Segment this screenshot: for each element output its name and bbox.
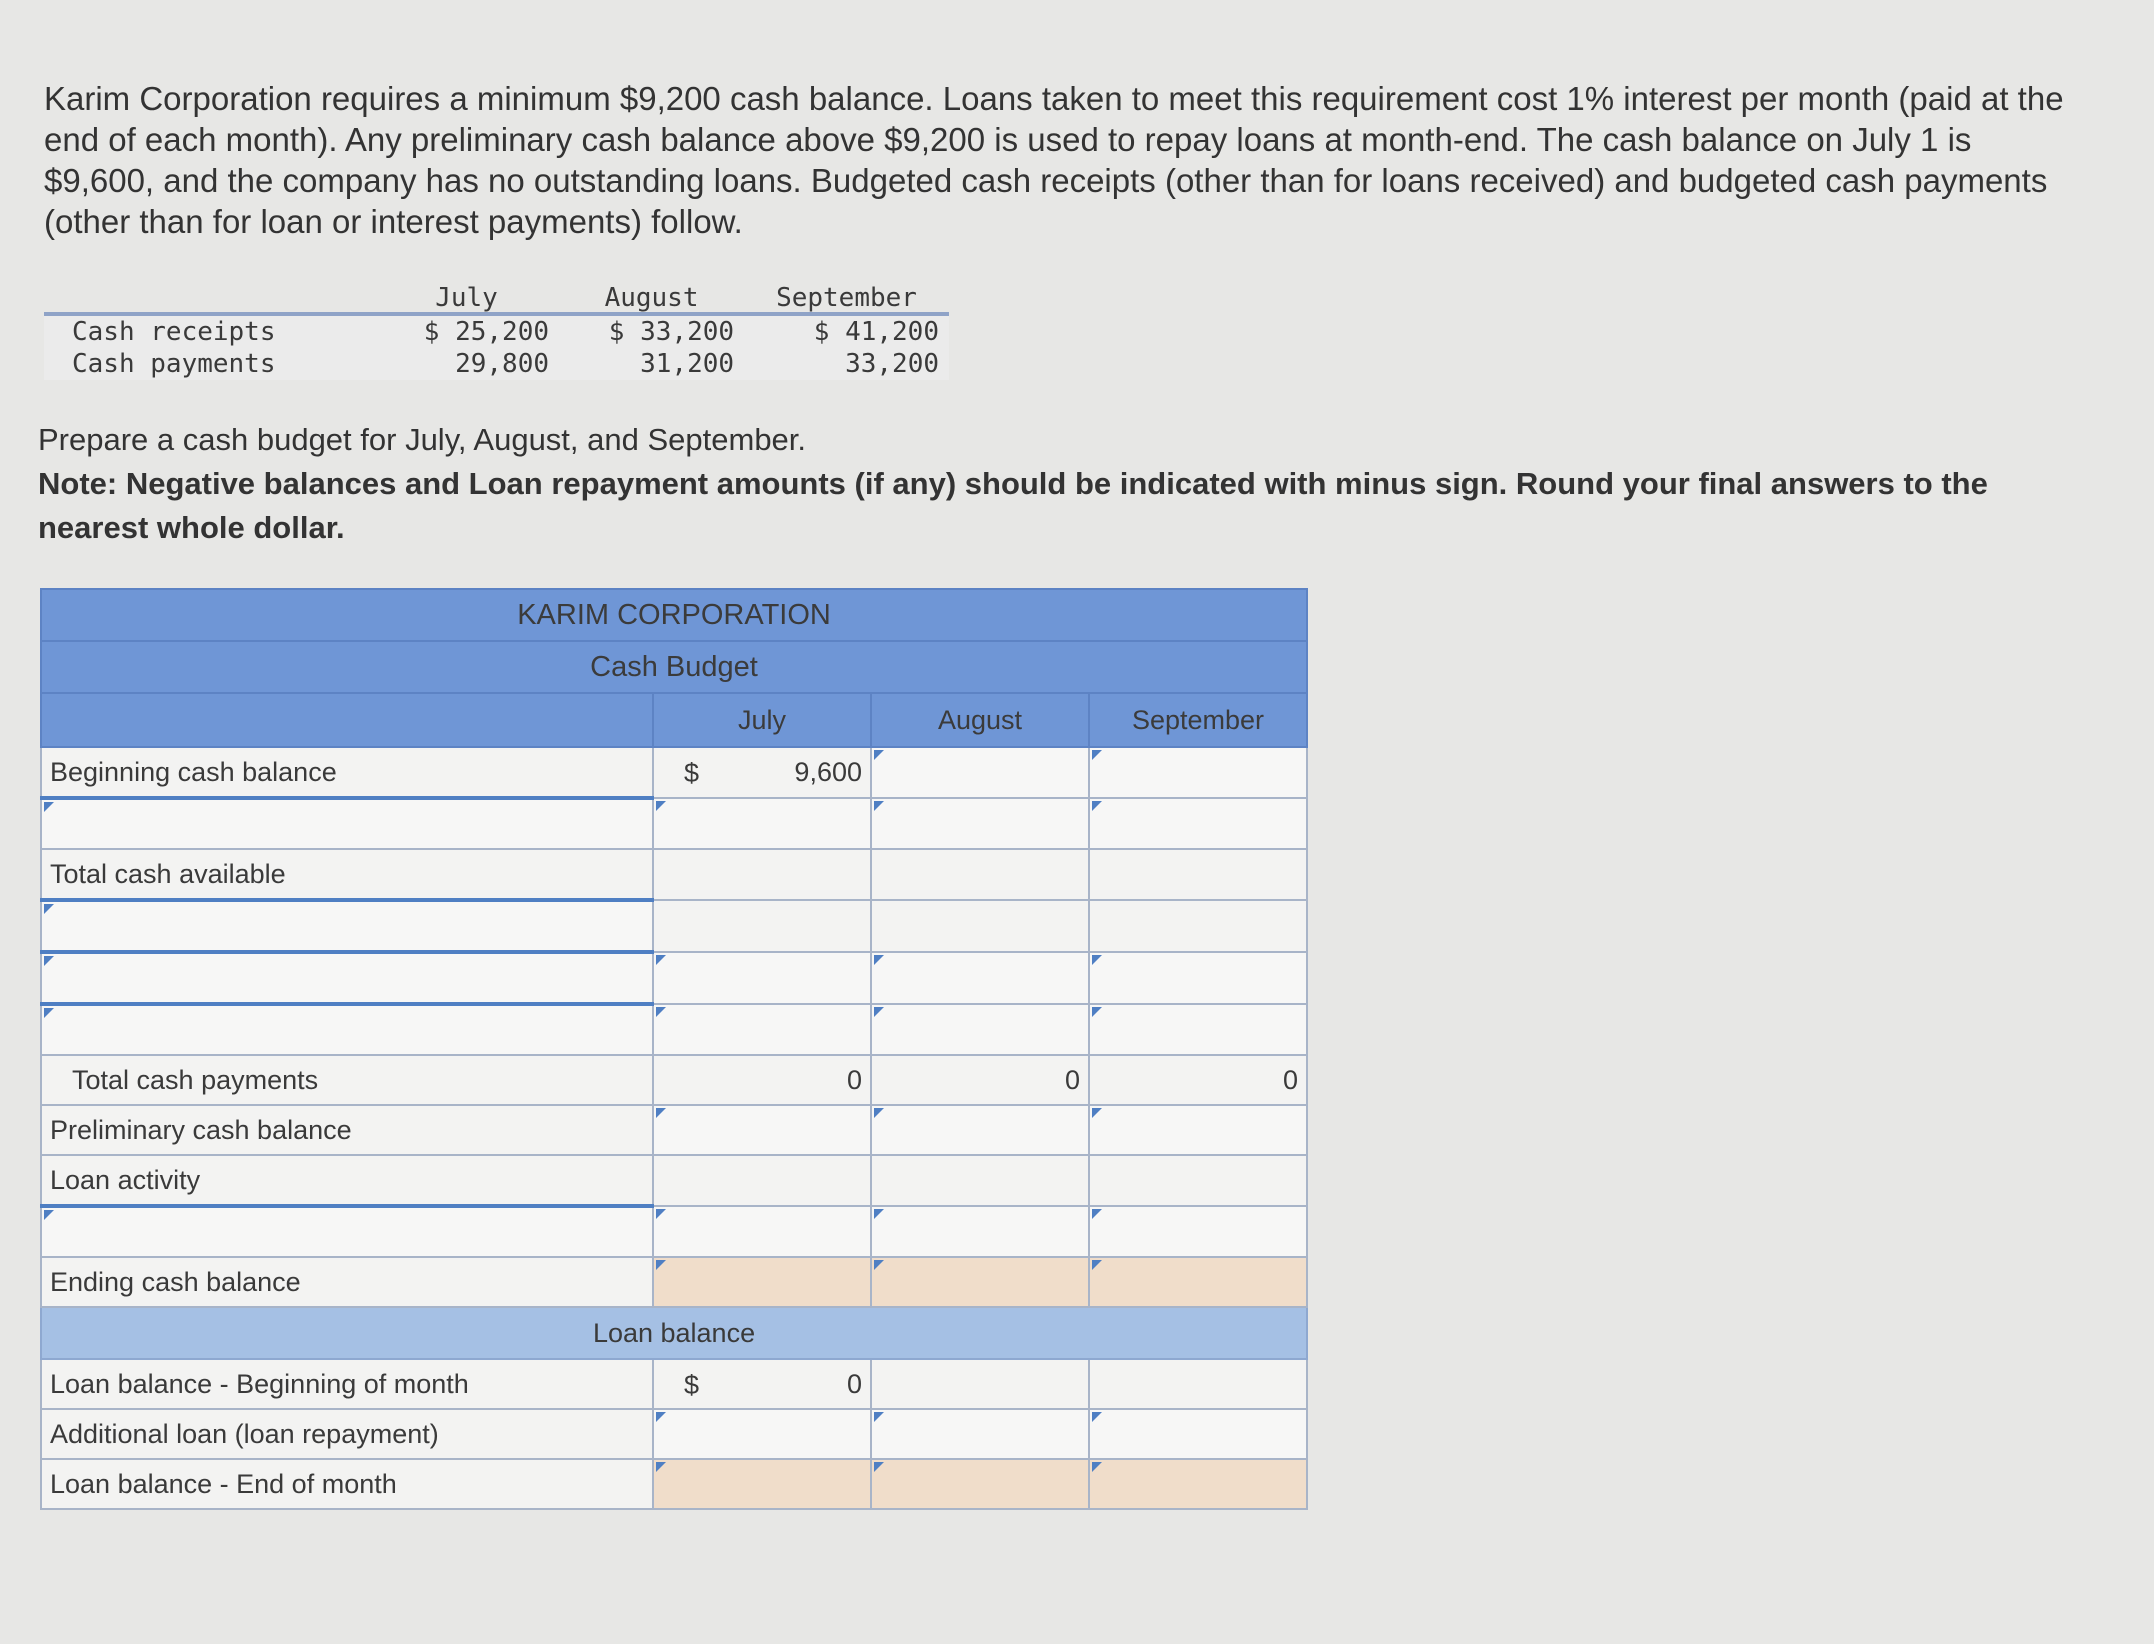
payment-2-august-input[interactable] — [871, 952, 1089, 1004]
month-july: July — [653, 693, 871, 747]
row-label: Preliminary cash balance — [41, 1105, 653, 1155]
instructions-note: Note: Negative balances and Loan repayment amounts (if any) should be indicated with minus sign. Round your final answers to the nearest whole dollar. — [38, 466, 1988, 545]
total-available-august — [871, 849, 1089, 900]
row-label: Additional loan (loan repayment) — [41, 1409, 653, 1459]
row-label: Loan balance - End of month — [41, 1459, 653, 1509]
given-corner — [44, 280, 374, 316]
row-label: Loan activity — [41, 1155, 653, 1206]
beginning-cash-july — [653, 747, 871, 798]
row-label: Total cash available — [41, 849, 653, 900]
given-col-july: July — [374, 280, 559, 316]
given-row-label: Cash receipts — [44, 316, 374, 348]
row-loan-activity — [41, 1155, 1307, 1206]
row-payment-entry-3 — [41, 1004, 1307, 1055]
given-cell: 29,800 — [374, 348, 559, 380]
row-loan-beginning — [41, 1359, 1307, 1409]
row-label: Beginning cash balance — [41, 747, 653, 798]
loan-ending-july[interactable] — [653, 1459, 871, 1509]
total-payments-august: 0 — [871, 1055, 1089, 1105]
loan-activity-september — [1089, 1155, 1307, 1206]
loan-activity-august — [871, 1155, 1089, 1206]
payment-3-july-input[interactable] — [653, 1004, 871, 1055]
loan-balance-title: Loan balance — [41, 1307, 1307, 1359]
row-label: Loan balance - Beginning of month — [41, 1359, 653, 1409]
loan-label-dropdown[interactable] — [41, 1206, 653, 1257]
budget-title: Cash Budget — [41, 641, 1307, 693]
dollar-sign: $ — [684, 758, 700, 788]
row-total-cash-available — [41, 849, 1307, 900]
row-payment-entry-1 — [41, 900, 1307, 952]
loan-beginning-august — [871, 1359, 1089, 1409]
row-receipts-entry — [41, 798, 1307, 849]
given-col-september: September — [744, 280, 949, 316]
given-cell: 31,200 — [559, 348, 744, 380]
dollar-sign: $ — [684, 1370, 700, 1400]
row-loan-additional — [41, 1409, 1307, 1459]
loan-entry-september-input[interactable] — [1089, 1206, 1307, 1257]
row-preliminary-cash — [41, 1105, 1307, 1155]
receipts-august-input[interactable] — [871, 798, 1089, 849]
row-beginning-cash — [41, 747, 1307, 798]
total-payments-september: 0 — [1089, 1055, 1307, 1105]
given-cell: 33,200 — [744, 348, 949, 380]
loan-beginning-july — [653, 1359, 871, 1409]
instructions-prompt: Prepare a cash budget for July, August, and September. — [38, 422, 807, 457]
row-loan-ending — [41, 1459, 1307, 1509]
payment-3-september-input[interactable] — [1089, 1004, 1307, 1055]
row-payment-entry-2 — [41, 952, 1307, 1004]
instructions — [38, 418, 2078, 550]
loan-activity-july — [653, 1155, 871, 1206]
loan-ending-september[interactable] — [1089, 1459, 1307, 1509]
loan-ending-august[interactable] — [871, 1459, 1089, 1509]
given-cell: $ 33,200 — [559, 316, 744, 348]
row-ending-cash — [41, 1257, 1307, 1307]
row-label: Ending cash balance — [41, 1257, 653, 1307]
loan-beginning-july-value: 0 — [846, 1368, 862, 1399]
total-available-september — [1089, 849, 1307, 900]
month-august: August — [871, 693, 1089, 747]
given-row-receipts — [44, 316, 949, 348]
beginning-cash-july-value: 9,600 — [794, 757, 862, 787]
company-band — [41, 589, 1307, 641]
payment-2-september-input[interactable] — [1089, 952, 1307, 1004]
loan-additional-july-input[interactable] — [653, 1409, 871, 1459]
loan-beginning-september — [1089, 1359, 1307, 1409]
row-loan-entry — [41, 1206, 1307, 1257]
payment-2-july-input[interactable] — [653, 952, 871, 1004]
total-payments-july: 0 — [653, 1055, 871, 1105]
month-header-row — [41, 693, 1307, 747]
receipts-july-input[interactable] — [653, 798, 871, 849]
total-available-july — [653, 849, 871, 900]
receipts-september-input[interactable] — [1089, 798, 1307, 849]
given-cell: $ 25,200 — [374, 316, 559, 348]
row-total-cash-payments — [41, 1055, 1307, 1105]
loan-additional-september-input[interactable] — [1089, 1409, 1307, 1459]
row-label: Total cash payments — [41, 1055, 653, 1105]
loan-additional-august-input[interactable] — [871, 1409, 1089, 1459]
payment-1-august — [871, 900, 1089, 952]
beginning-cash-september-input[interactable] — [1089, 747, 1307, 798]
cash-budget-worksheet — [40, 588, 1308, 1510]
payment-label-dropdown-3[interactable] — [41, 1004, 653, 1055]
header-blank — [41, 693, 653, 747]
given-header-row — [44, 280, 949, 316]
payment-label-dropdown-2[interactable] — [41, 952, 653, 1004]
month-september: September — [1089, 693, 1307, 747]
payment-label-dropdown-1[interactable] — [41, 900, 653, 952]
given-col-august: August — [559, 280, 744, 316]
beginning-cash-august-input[interactable] — [871, 747, 1089, 798]
preliminary-september-input[interactable] — [1089, 1105, 1307, 1155]
payment-1-september — [1089, 900, 1307, 952]
payment-1-july — [653, 900, 871, 952]
given-row-payments — [44, 348, 949, 380]
preliminary-july-input[interactable] — [653, 1105, 871, 1155]
given-data-table — [44, 280, 949, 380]
ending-cash-september[interactable] — [1089, 1257, 1307, 1307]
ending-cash-august[interactable] — [871, 1257, 1089, 1307]
company-name: KARIM CORPORATION — [41, 589, 1307, 641]
loan-balance-band — [41, 1307, 1307, 1359]
title-band — [41, 641, 1307, 693]
given-row-label: Cash payments — [44, 348, 374, 380]
payment-3-august-input[interactable] — [871, 1004, 1089, 1055]
receipts-label-dropdown[interactable] — [41, 798, 653, 849]
loan-entry-july-input[interactable] — [653, 1206, 871, 1257]
problem-statement: Karim Corporation requires a minimum $9,200 cash balance. Loans taken to meet this requirement cost 1% interest per month (paid at the end of each month). Any preliminary cash balance above $9,200 is used to repay loans at month-end. The cash balance on July 1 is $9,600, and the company has no outstanding loans. Budgeted cash receipts (other than for loans received) and budgeted cash payments (other than for loan or interest payments) follow. — [44, 80, 2064, 240]
loan-entry-august-input[interactable] — [871, 1206, 1089, 1257]
ending-cash-july[interactable] — [653, 1257, 871, 1307]
given-cell: $ 41,200 — [744, 316, 949, 348]
preliminary-august-input[interactable] — [871, 1105, 1089, 1155]
